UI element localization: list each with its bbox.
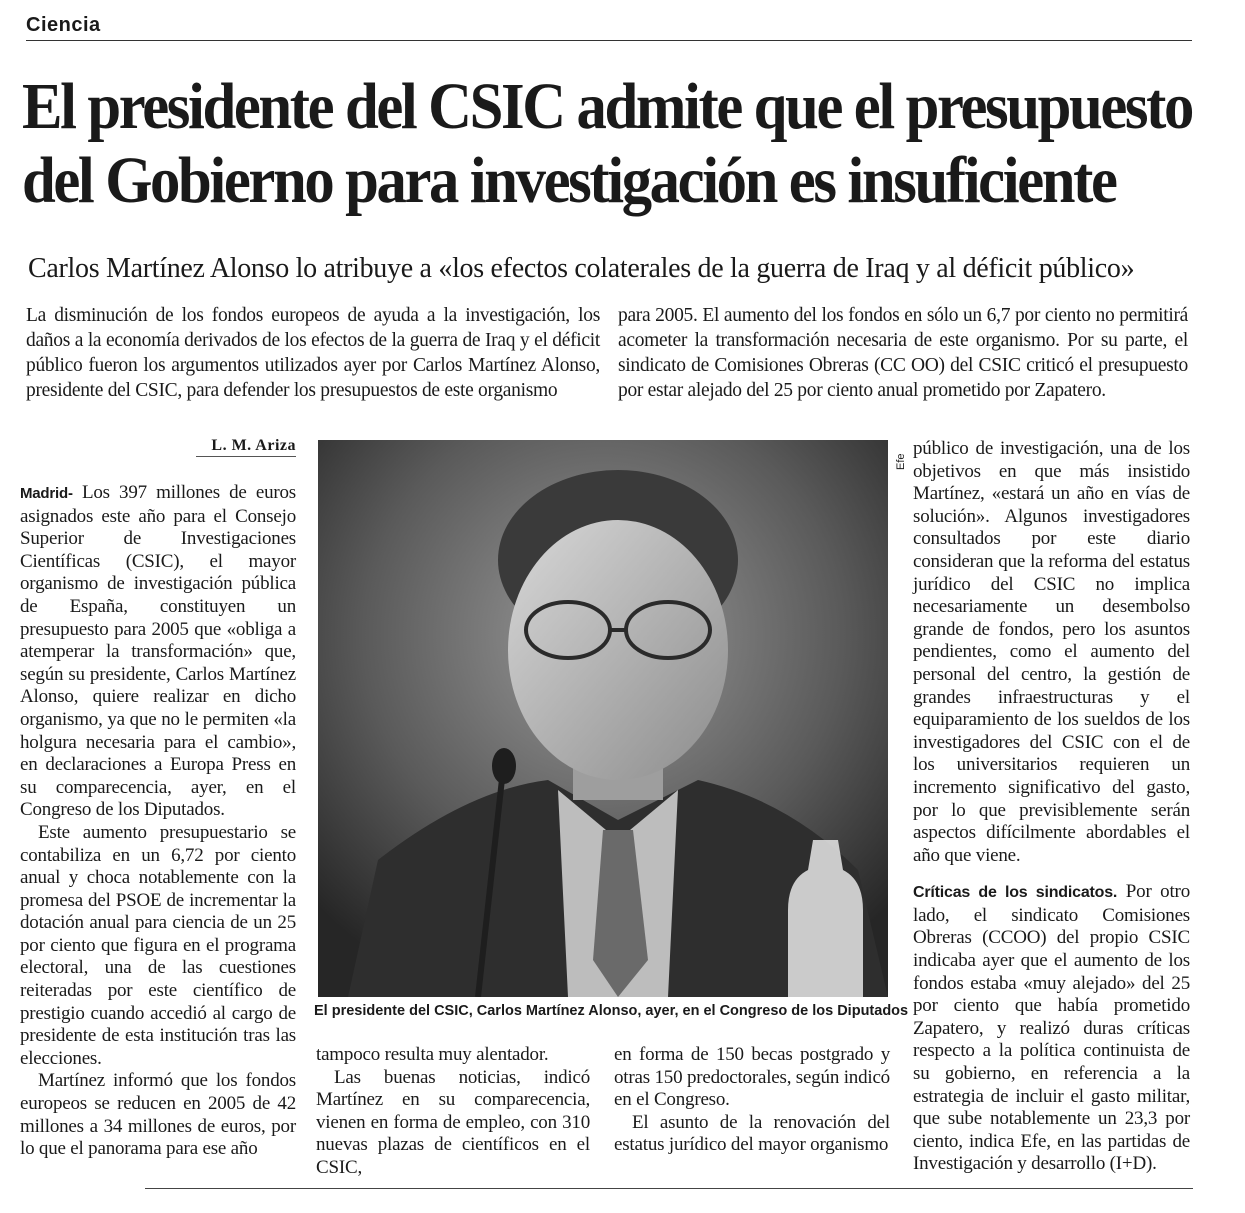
lead-text-left: La disminución de los fondos europeos de ayuda a la investigación, los daños a la economía derivados de los efectos de la guerra de Iraq y el déficit público fueron los argumentos utilizados ayer por Carlos Martínez Alonso, presidente del CSIC, para defender los presupuestos de este organismo bbox=[26, 305, 600, 401]
photo-credit: Efe bbox=[895, 453, 907, 470]
headline-line-1: El presidente del CSIC admite que el presupuesto bbox=[22, 70, 1192, 143]
lead-text-right: para 2005. El aumento del los fondos en sólo un 6,7 por ciento no permitirá acometer la transformación necesaria de este organismo. Por su parte, el sindicato de Comisiones Obreras (CC OO) del CSIC criticó el presupuesto por estar alejado del 25 por ciento anual prometido por Zapatero. bbox=[618, 305, 1188, 401]
column-2-paragraph-1: tampoco resulta muy alentador. bbox=[316, 1044, 549, 1065]
byline: L. M. Ariza bbox=[211, 437, 296, 454]
section-subtitle: Críticas de los sindicatos. bbox=[913, 884, 1118, 902]
portrait-illustration bbox=[318, 440, 888, 997]
column-1-paragraph-2: Este aumento presupuestario se contabiliza en un 6,72 por ciento anual y choca notablemente con la promesa del PSOE de incrementar la dotación anual para ciencia de un 25 por ciento que figura en el programa electoral, una de las cuestiones reiteradas por este científico de prestigio cuando accedió al cargo de presidente de esta institución tras las elecciones. bbox=[20, 821, 296, 1069]
article-column-3 bbox=[614, 1044, 890, 1157]
dateline: Madrid- bbox=[20, 485, 73, 502]
column-3-paragraph-2: El asunto de la renovación del estatus jurídico del mayor organismo bbox=[614, 1111, 890, 1156]
column-3-paragraph-1: en forma de 150 becas postgrado y otras 150 predoctorales, según indicó en el Congreso. bbox=[614, 1044, 890, 1111]
photo-caption: El presidente del CSIC, Carlos Martínez Alonso, ayer, en el Congreso de los Diputados bbox=[314, 1003, 909, 1019]
column-1-paragraph-1-text: Los 397 millones de euros asignados este año para el Consejo Superior de Investigaciones Científicas (CSIC), el mayor organismo de investigación pública de España, constituyen un presupuesto para 2005 que «obliga a atemperar la transformación» que, según su presidente, Carlos Martínez Alonso, quiere realizar en dicho organismo, ya que no le permiten «la holgura necesaria para el cambio», en declaraciones a Europa Press en su comparecencia, ayer, en el Congreso de los Diputados. bbox=[20, 482, 296, 821]
column-4-paragraph-2-text: Por otro lado, el sindicato Comisiones Obreras (CCOO) del propio CSIC indicaba ayer que el aumento de los fondos estaba «muy alejado» del 25 por ciento que había prometido Zapatero, y realizó duras críticas respecto a la política continuista de su gobierno, en referencia a la estrategia de incluir el gasto militar, que sube notablemente un 23,3 por ciento, indica Efe, en las partidas de Investigación y desarrollo (I+D). bbox=[913, 881, 1190, 1175]
column-2-paragraph-2: Las buenas noticias, indicó Martínez en su comparecencia, vienen en forma de empleo, con 310 nuevas plazas de científicos en el CSIC, bbox=[316, 1066, 590, 1178]
subheadline: Carlos Martínez Alonso lo atribuye a «los efectos colaterales de la guerra de Iraq y al déficit público» bbox=[28, 253, 1135, 284]
bottom-rule bbox=[145, 1188, 1193, 1189]
lead-paragraph-left bbox=[26, 303, 600, 403]
column-4-paragraph-2 bbox=[913, 881, 1190, 1176]
byline-rule bbox=[196, 456, 296, 457]
article-column-2 bbox=[316, 1044, 590, 1180]
lead-paragraph-right bbox=[618, 303, 1188, 403]
column-4-paragraph-1: público de investigación, una de los objetivos en que más insistido Martínez, «estará un año en vías de solución». Algunos investigadores consultados por este diario consideran que la reforma del estatus jurídico del CSIC no implica necesariamente un desembolso grande de fondos, pero los asuntos pendientes, como el aumento del personal del centro, la gestión de grandes infraestructuras y el equiparamiento de los sueldos de los investigadores del CSIC con el de los universitarios requieren un incremento significativo del gasto, por lo que previsiblemente serán aspectos difícilmente abordables el año que viene. bbox=[913, 438, 1190, 866]
photo-of-president bbox=[318, 440, 888, 997]
column-1-paragraph-3: Martínez informó que los fondos europeos se reducen en 2005 de 42 millones a 34 millones de euros, por lo que el panorama para ese año bbox=[20, 1070, 296, 1160]
article-column-1 bbox=[20, 482, 296, 1161]
section-rule bbox=[26, 40, 1192, 41]
section-label: Ciencia bbox=[26, 14, 101, 36]
headline bbox=[22, 70, 1192, 218]
column-1-paragraph-1 bbox=[20, 482, 296, 822]
headline-line-2: del Gobierno para investigación es insuficiente bbox=[22, 144, 1116, 217]
article-column-4 bbox=[913, 438, 1190, 1176]
